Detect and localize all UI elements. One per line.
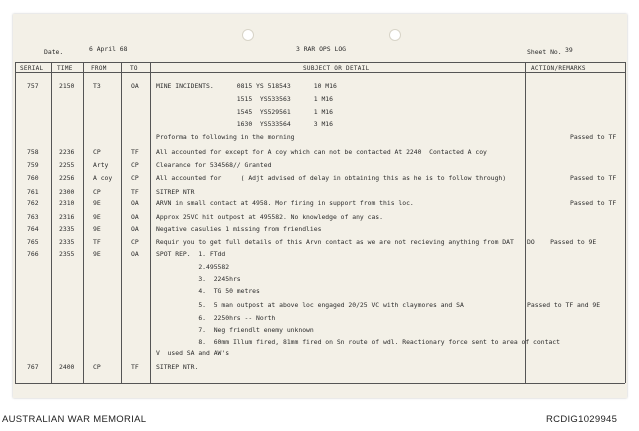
log-row-time: 2355 [59,250,75,258]
log-row-from: CP [93,363,101,371]
log-row-from: Arty [93,161,109,169]
log-row-detail: ARVN in small contact at 4958. Mor firing in support from this loc. [156,199,414,207]
log-row-time: 2335 [59,238,75,246]
log-row-serial: 764 [27,225,39,233]
col-header-to: TO [130,65,138,72]
log-row-remarks: Passed to TF [570,133,617,141]
log-row-to: TF [131,148,139,156]
table-header-rule [15,72,625,73]
log-row-from: T3 [93,82,101,90]
log-row-time: 2335 [59,225,75,233]
log-row-serial: 763 [27,213,39,221]
log-row-serial: 767 [27,363,39,371]
log-row-from: CP [93,188,101,196]
log-row-remarks: Passed to TF and 9E [527,301,601,309]
log-row-serial: 765 [27,238,39,246]
sheet-number: 39 [565,46,573,54]
log-row-time: 2400 [59,363,75,371]
log-row-detail: MINE INCIDENTS. 0815 YS 518543 10 M16 [156,82,337,90]
log-row-serial: 759 [27,161,39,169]
log-row-to: OA [131,213,139,221]
log-row-time: 2150 [59,82,75,90]
col-divider [121,62,122,383]
log-row-to: CP [131,161,139,169]
log-row-detail: 1515 YS533563 1 M16 [156,95,333,103]
log-row-from: 9E [93,199,101,207]
log-row-serial: 766 [27,250,39,258]
log-row-to: CP [131,174,139,182]
col-divider [525,62,526,383]
col-header-from: FROM [91,65,107,72]
log-row-detail: 4. TG 50 metres [156,287,260,295]
log-row-serial: 760 [27,174,39,182]
footer-institution: AUSTRALIAN WAR MEMORIAL [2,414,147,425]
log-row-detail: SPOT REP. 1. FTdd [156,250,226,258]
log-row-detail: SITREP NTR [156,188,195,196]
log-row-remarks: Passed to TF [570,199,617,207]
log-row-from: A coy [93,174,113,182]
log-row-to: OA [131,82,139,90]
log-row-time: 2300 [59,188,75,196]
log-row-detail: 1630 YS533564 3 M16 [156,120,333,128]
log-sheet [13,14,627,398]
log-row-detail: Clearance for 534568// Granted [156,161,272,169]
col-divider [625,62,626,383]
log-row-time: 2255 [59,161,75,169]
date-value: 6 April 68 [89,45,128,53]
col-divider [83,62,84,383]
log-row-detail: 3. 2245hrs [156,275,241,283]
log-row-time: 2316 [59,213,75,221]
log-row-detail: All accounted for except for A coy which can not be contacted At 2240 Contacted A coy [156,148,487,156]
log-row-detail: 2.495582 [156,263,230,271]
sheet-label: Sheet No. [527,48,562,56]
log-row-to: TF [131,188,139,196]
log-row-to: OA [131,250,139,258]
col-divider [15,62,16,383]
log-title: 3 RAR OPS LOG [296,45,347,53]
log-row-to: OA [131,199,139,207]
log-row-time: 2236 [59,148,75,156]
log-row-time: 2310 [59,199,75,207]
footer-id: RCDIG1029945 [546,414,618,425]
log-row-detail: 7. Neg friendlt enemy unknown [156,326,314,334]
col-divider [150,62,151,383]
log-row-detail: 8. 60mm Illum fired, 81mm fired on Sn route of wdl. Reactionary force sent to area of contact [156,338,560,346]
col-header-serial: SERIAL [20,65,44,72]
log-row-from: 9E [93,213,101,221]
log-row-to: CP [131,238,139,246]
log-row-detail: Requir you to get full details of this Arvn contact as we are not recieving anything from DAT [156,238,514,246]
log-row-detail: Proforma to following in the morning [156,133,295,141]
log-row-detail: Approx 25VC hit outpost at 495582. No knowledge of any cas. [156,213,384,221]
col-header-time: TIME [57,65,73,72]
log-row-to: OA [131,225,139,233]
log-row-serial: 758 [27,148,39,156]
log-row-remarks: Passed to TF [570,174,617,182]
log-row-detail: SITREP NTR. [156,363,199,371]
log-row-detail: 6. 2250hrs -- North [156,314,276,322]
date-label: Date. [44,48,64,56]
log-row-from: CP [93,148,101,156]
table-bottom-rule [15,383,625,384]
log-row-detail: All accounted for ( Adjt advised of delay in obtaining this as he is to follow through) [156,174,507,182]
col-divider [51,62,52,383]
log-row-detail: 1545 YS529561 1 M16 [156,108,333,116]
punch-hole [389,29,401,41]
log-row-serial: 762 [27,199,39,207]
log-row-serial: 761 [27,188,39,196]
log-row-serial: 757 [27,82,39,90]
log-row-detail: 5. 5 man outpost at above loc engaged 20/25 VC with claymores and SA [156,301,464,309]
log-row-remarks: DO Passed to 9E [527,238,597,246]
table-top-rule [15,62,625,63]
log-row-from: 9E [93,250,101,258]
log-row-detail: V used SA and AW's [156,349,230,357]
col-header-subject: SUBJECT OR DETAIL [303,65,370,72]
log-row-from: 9E [93,225,101,233]
col-header-remarks: ACTION/REMARKS [531,65,586,72]
log-row-to: TF [131,363,139,371]
log-row-time: 2256 [59,174,75,182]
log-row-from: TF [93,238,101,246]
punch-hole [242,29,254,41]
log-row-detail: Negative casulies 1 missing from friendlies [156,225,322,233]
